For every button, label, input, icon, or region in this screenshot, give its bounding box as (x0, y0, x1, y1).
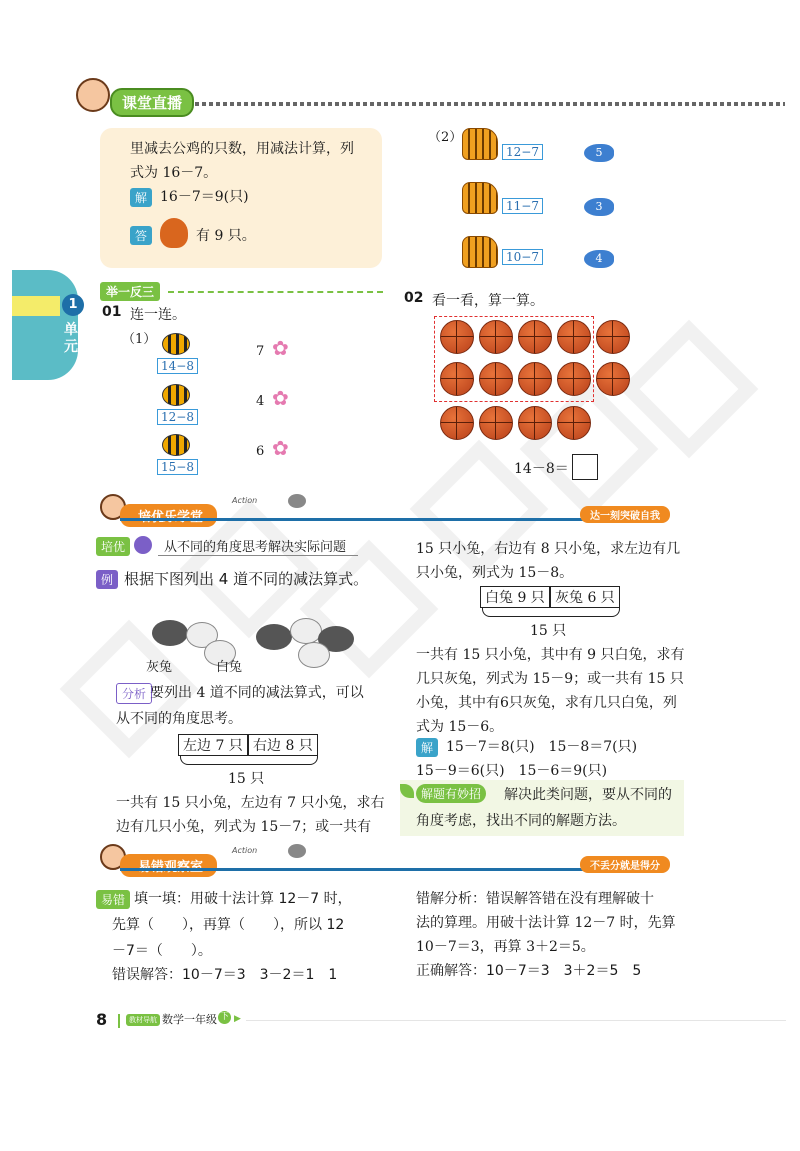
text-line: 小兔，其中有6只灰兔，求有几只白兔，列 (416, 695, 677, 711)
footer-brand: 教材导航 (126, 1014, 160, 1026)
section1-action: Action (232, 496, 258, 505)
koala-icon (288, 844, 306, 858)
flower-icon: ✿ (272, 386, 289, 410)
basketball-icon (440, 320, 474, 354)
unit-label: 单元 (64, 322, 78, 355)
answer-text: 有 9 只。 (196, 228, 256, 244)
section2-slogan: 不丢分就是得分 (580, 856, 670, 873)
hen-icon (160, 218, 188, 248)
gray-rabbit-icon (152, 620, 188, 646)
koala-icon (288, 494, 306, 508)
q02-number: 02 (404, 290, 424, 306)
text-line: 几只灰兔，列式为 15－9；或一共有 15 只 (416, 671, 684, 687)
tiger-expression: 10−7 (502, 249, 543, 265)
q01-number: 01 (102, 304, 122, 320)
analysis-line: 一共有 15 只小兔，左边有 7 只小兔，求右 (116, 795, 385, 811)
solution-tag: 解 (130, 188, 152, 207)
analysis-line: 从不同的角度思考。 (116, 711, 242, 727)
page-number: 8 (96, 1010, 108, 1029)
section2-title (120, 854, 217, 877)
tiger-icon (462, 128, 498, 160)
section1-banner (100, 494, 690, 524)
analysis-line: 边有几只小兔，列式为 15－7；或一共有 (116, 819, 372, 835)
solution-line: 15－7＝8(只) 15－8＝7(只) (446, 739, 638, 755)
text-line: 一共有 15 只小兔，其中有 9 只白兔，求有 (416, 647, 685, 663)
unit-tab (12, 270, 78, 380)
flower-icon: ✿ (272, 436, 289, 460)
gray-rabbit-icon (256, 624, 292, 650)
q2-sub: （2） (428, 130, 463, 145)
section2-rule (120, 868, 590, 871)
gray-rabbit-box: 灰兔 6 只 (550, 586, 620, 608)
fish-icon: 4 (584, 250, 614, 268)
bee-expression: 15−8 (157, 459, 198, 475)
basketball-icon (557, 362, 591, 396)
footer-arrow-icon: ▶ (234, 1014, 241, 1024)
left-group-box: 左边 7 只 (178, 734, 248, 756)
basketball-icon (518, 362, 552, 396)
solution-text: 16－7＝9(只) (160, 189, 249, 205)
basketball-icon (440, 406, 474, 440)
example-text: 根据下图列出 4 道不同的减法算式。 (124, 570, 369, 588)
q01-sub: （1） (122, 332, 157, 347)
q02-title: 看一看，算一算。 (432, 293, 544, 309)
example-continuation-box (100, 128, 382, 268)
correction-line: 10－7＝3，再算 3＋2＝5。 (416, 939, 595, 955)
flower-number: 4 (256, 394, 265, 409)
footer-rule (246, 1020, 786, 1021)
mascot-icon (76, 78, 110, 112)
answer-tag: 答 (130, 226, 152, 245)
tiger-icon (462, 236, 498, 268)
error-question-line: －7＝（ ）。 (112, 943, 212, 959)
brace (482, 608, 620, 617)
text-line: 式为 16－7。 (130, 165, 218, 181)
analysis-tag: 分析 (116, 683, 152, 704)
error-tag: 易错 (96, 890, 130, 909)
tiger-icon (462, 182, 498, 214)
right-group-box: 右边 8 只 (248, 734, 318, 756)
basketball-icon (557, 320, 591, 354)
header-title: 课堂直播 (110, 88, 194, 117)
circle-icon (134, 536, 152, 554)
wrong-answer: 错误解答：10－7＝3 3－2＝1 1 (112, 967, 338, 983)
practice-label: 举一反三 (100, 282, 160, 301)
bee-expression: 14−8 (157, 358, 198, 374)
error-question-line: 先算（ ），再算（ ），所以 12 (112, 917, 345, 933)
bee-icon (162, 333, 190, 355)
brace (180, 756, 318, 765)
unit-tab-highlight (12, 296, 60, 316)
text-line: 只小兔，列式为 15－8。 (416, 565, 574, 581)
text-line: 式为 15－6。 (416, 719, 504, 735)
peiyou-tag: 培优 (96, 537, 130, 556)
basketball-icon (518, 320, 552, 354)
correct-answer: 正确解答：10－7＝3 3＋2＝5 5 (416, 963, 642, 979)
basketball-icon (596, 362, 630, 396)
analysis-line: 要列出 4 道不同的减法算式，可以 (150, 685, 364, 701)
peiyou-row (96, 536, 380, 556)
section2-banner (100, 844, 690, 874)
white-rabbit-box: 白兔 9 只 (480, 586, 550, 608)
basketball-icon (440, 362, 474, 396)
text-line: 里减去公鸡的只数，用减法计算，列 (130, 141, 354, 157)
solution-tag: 解 (416, 738, 438, 757)
basketball-icon (596, 320, 630, 354)
footer-divider (118, 1014, 120, 1028)
footer-volume: 下 (219, 1012, 229, 1022)
error-question-line: 填一填：用破十法计算 12－7 时， (134, 891, 352, 907)
section1-slogan: 达一刻突破自我 (580, 506, 670, 523)
unit-number: 1 (62, 294, 84, 316)
q01-title: 连一连。 (130, 307, 186, 323)
answer-box[interactable] (572, 454, 598, 480)
section2-action: Action (232, 846, 258, 855)
flower-number: 6 (256, 444, 265, 459)
bee-icon (162, 384, 190, 406)
footer-course: 数学一年级 (162, 1013, 217, 1026)
total-label: 15 只 (530, 623, 567, 639)
gray-rabbit-label: 灰兔 (146, 660, 173, 675)
flower-number: 7 (256, 344, 265, 359)
basketball-icon (518, 406, 552, 440)
total-label: 15 只 (228, 771, 265, 787)
basketball-icon (479, 320, 513, 354)
fish-icon: 5 (584, 144, 614, 162)
tiger-expression: 12−7 (502, 144, 543, 160)
tip-line: 角度考虑，找出不同的解题方法。 (416, 813, 626, 829)
tip-tag: 解题有妙招 (416, 784, 486, 803)
bee-expression: 12−8 (157, 409, 198, 425)
section1-title (120, 504, 217, 527)
practice-rule (168, 291, 383, 293)
fish-icon: 3 (584, 198, 614, 216)
flower-icon: ✿ (272, 336, 289, 360)
correction-line: 错解分析：错误解答错在没有理解破十 (416, 891, 654, 907)
white-rabbit-label: 白兔 (216, 660, 243, 675)
correction-line: 法的算理。用破十法计算 12－7 时，先算 (416, 915, 676, 931)
header-rule (195, 102, 785, 106)
tip-line: 解决此类问题，要从不同的 (504, 787, 672, 803)
tiger-expression: 11−7 (502, 198, 543, 214)
white-rabbit-icon (298, 642, 330, 668)
leaf-icon (400, 784, 414, 798)
basketball-icon (479, 362, 513, 396)
bee-icon (162, 434, 190, 456)
peiyou-topic: 从不同的角度思考解决实际问题 (158, 536, 358, 556)
example-tag: 例 (96, 570, 118, 589)
basketball-icon (479, 406, 513, 440)
tip-box (400, 780, 684, 836)
q02-equation: 14－8＝ (514, 461, 569, 477)
basketball-icon (557, 406, 591, 440)
text-line: 15 只小兔，右边有 8 只小兔，求左边有几 (416, 541, 681, 557)
section1-rule (120, 518, 590, 521)
solution-line: 15－9＝6(只) 15－6＝9(只) (416, 763, 608, 779)
